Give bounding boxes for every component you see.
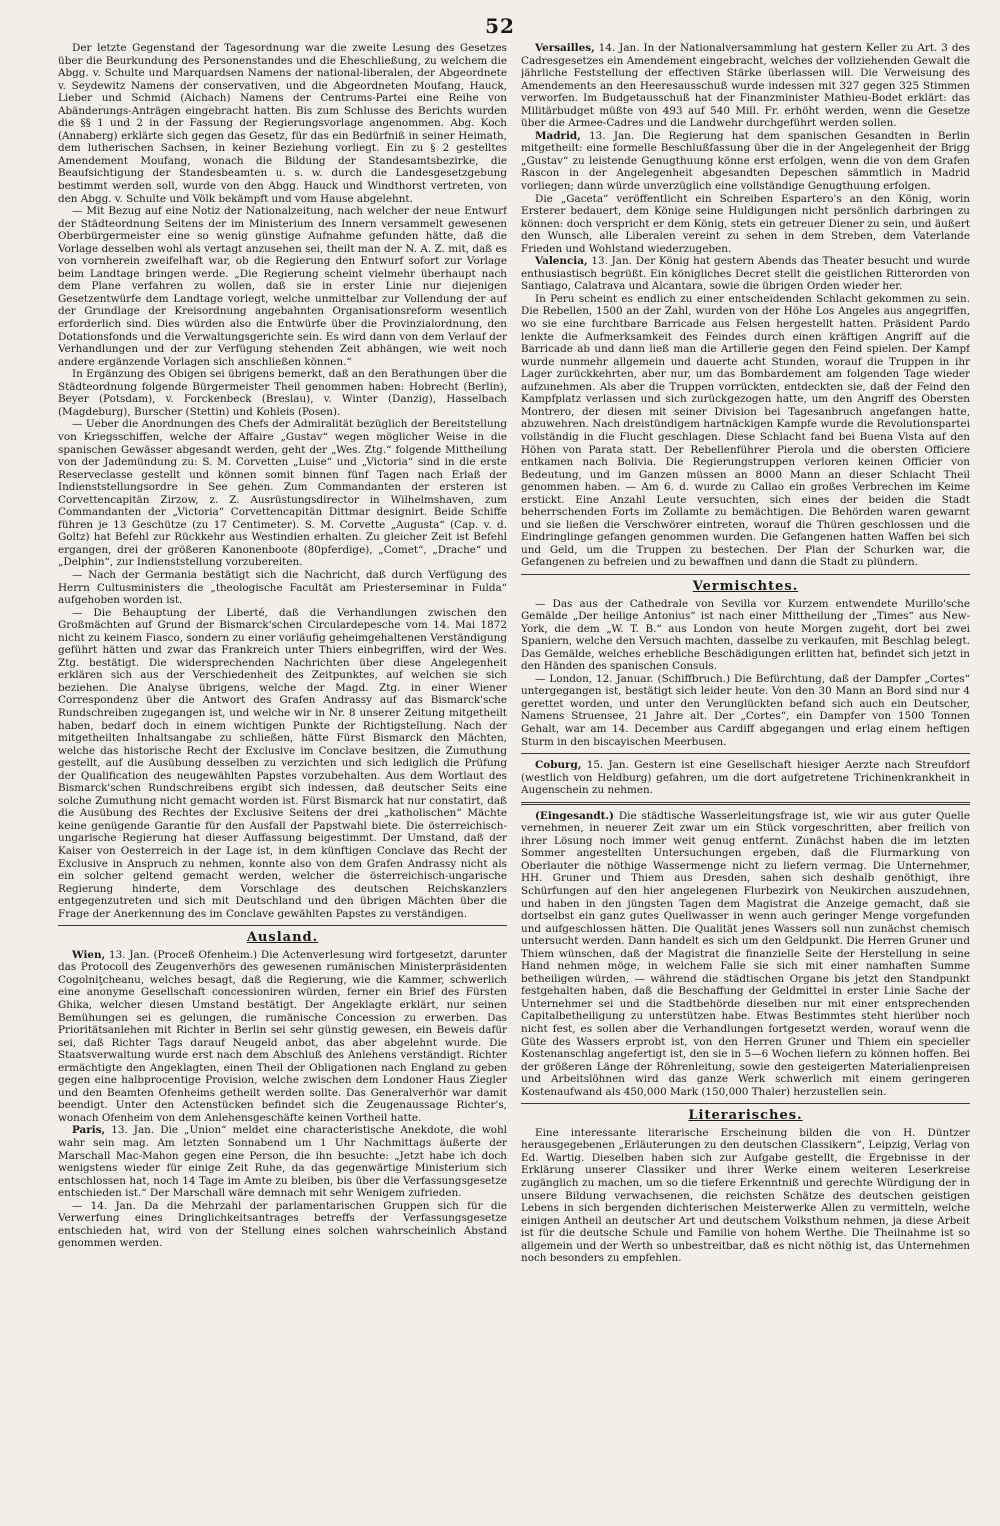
- dateline: Paris,: [72, 1124, 106, 1137]
- paragraph-text: Die „Gaceta“ veröffentlicht ein Schreiben Espartero's an den König, worin Ersterer bedauert, dem Könige seine Huldigungen nicht persönlich darbringen zu können: doch verspricht er dem König, stets ein getreuer Diener zu sein, und äußert den Wunsch, alle Liberalen vereint zu sehen in dem Streben, dem Vaterlande Frieden und Wohlstand wiederzugeben.: [521, 192, 970, 255]
- paragraph-text: — Die Behauptung der Liberté, daß die Verhandlungen zwischen den Großmächten auf Grund der Bismarck'schen Circulardepesche vom 14. Mai 1872 nicht zu keinem Fiasco, sondern zu einer vorläufig geheimgehaltenen Verständigung geführt hätten und zwar das Frankreich unter Thiers einbegriffen, wird der Wes. Ztg. bestätigt. Die widersprechenden Nachrichten über diese Angelegenheit erklären sich aus der Verschiedenheit des Zeitpunktes, auf welchen sie sich beziehen. Die Analyse übrigens, welche der Magd. Ztg. in einer Wiener Correspondenz über die Antwort des Grafen Andrassy auf das Bismarck'sche Rundschreiben zugegangen ist, und welche wir in Nr. 8 unserer Zeitung mitgetheilt haben, bedarf doch in einem wichtigen Punkte der Richtigstellung. Nach der mitgetheilten Inhaltsangabe zu schließen, hätte Fürst Bismarck den Mächten, welche das historische Recht der Exclusive im Conclave besitzen, die Zumuthung gestellt, auf die Ausübung desselben zu verzichten und sich lediglich die Prüfung der Qualification des neugewählten Papstes vorzubehalten. Aus dem Wortlaut des Bismarck'schen Rundschreibens ergibt sich indessen, daß deutscher Seits eine solche Zumuthung nicht gemacht worden ist. Fürst Bismarck hat nur constatirt, daß die Ausübung des Rechtes der Exclusive Seitens der drei „katholischen“ Mächte keine genügende Garantie für den Ausfall der Papstwahl biete. Die österreichisch-ungarische Regierung hat dieser Auffassung beigestimmt. Der Umstand, daß der Kaiser von Oesterreich in der Lage ist, in dem künftigen Conclave das Recht der Exclusive in Anspruch zu nehmen, konnte also von dem Grafen Andrassy nicht als ein solcher geltend gemacht werden, welcher die österreichisch-ungarische Regierung hinderte, dem Vorschlage des deutschen Reichskanzlers entgegenzutreten und sich mit Deutschland und den übrigen Mächten über die Frage der Anerkennung des im Conclave gewählten Papstes zu verständigen.: [58, 606, 507, 920]
- left-paragraph: [58, 607, 507, 921]
- paragraph-text: Eine interessante literarische Erscheinung bilden die von H. Düntzer herausgegebenen „Erläuterungen zu den deutschen Classikern“, Leipzig, Verlag von Ed. Wartig. Dieselben haben sich zur Aufgabe gestellt, die Ergebnisse in der Erklärung unserer Classiker und ihrer Werke einem weiteren Leserkreise zugänglich zu machen, um so die tiefere Erkenntniß und gerechte Würdigung der in unsere Bildung verwachsenen, die reichsten Schätze des deutschen geistigen Lebens in sich bergenden dichterischen Meisterwerke Allen zu vermitteln, welche einigen Antheil an deutscher Art und deutschem Volksthum nehmen, ja diese Arbeit ist für die deutsche Schule und Familie von hohem Werthe. Die Theilnahme ist so allgemein und der Werth so unbestreitbar, daß es nicht nöthig ist, das Unternehmen noch besonders zu empfehlen.: [521, 1126, 970, 1265]
- paragraph-text: 13. Jan. Der König hat gestern Abends das Theater besucht und wurde enthusiastisch begrüßt. Ein königliches Decret stellt die geistlichen Ritterorden von Santiago, Calatrava und Alcantara, sowie die übrigen Orden wieder her.: [521, 255, 970, 293]
- dateline: Coburg,: [535, 759, 582, 772]
- right-paragraph: [521, 673, 970, 748]
- paragraph-text: Die städtische Wasserleitungsfrage ist, wie wir aus guter Quelle vernehmen, in neuerer Zeit zwar um ein Stück vorgeschritten, aber freilich von ihrer Lösung noch immer weit genug entfernt. Zunächst haben die im letzten Sommer angestellten Untersuchungen ergeben, daß die Flurmarkung von Oberlauter die nöthige Wassermenge nicht zu liefern vermag. Die Unternehmer, HH. Gruner und Thiem aus Dresden, sahen sich deshalb genöthigt, ihre Schürfungen auf den hier angelegenen Flurbezirk von Neukirchen auszudehnen, und haben in den jüngsten Tagen dem Magistrat die Anzeige gemacht, daß sie dortselbst ein ganz gutes Quellwasser in wenn auch geringer Menge vorgefunden und aufgeschlossen hätten. Die Qualität jenes Wassers soll nun zunächst chemisch untersucht werden. Dann handelt es sich um den Geldpunkt. Die Herren Gruner und Thiem wünschen, daß der Magistrat die finanzielle Seite der Herstellung in seine Hand nehmen möge, in welchem Falle sie sich mit einer namhaften Summe betheiligen würden, — während die städtischen Organe bis jetzt den Standpunkt festgehalten haben, daß die Beschaffung der Geldmittel in erster Linie Sache der Unternehmer sei und die Stadtbehörde dieselben nur mit einer entsprechenden Capitalbetheiligung zu unterstützen habe. Etwas Bestimmtes steht hierüber noch nicht fest, es sollen aber die Verhandlungen fortgesetzt werden, worauf wenn die Güte des Wassers erprobt ist, von den Herren Gruner und Thiem ein specieller Kostenanschlag angefertigt ist, den sie in 5—6 Wochen liefern zu können hoffen. Bei der größeren Länge der Röhrenleitung, sowie den gesteigerten Materialienpreisen und Arbeitslöhnen wird das ganze Werk schwerlich mit einem geringeren Kostenaufwand als 450,000 Mark (150,000 Thaler) herzustellen sein.: [521, 809, 970, 1098]
- column-rule: [58, 925, 507, 926]
- paragraph-text: In Ergänzung des Obigen sei übrigens bemerkt, daß an den Berathungen über die Städteordnung folgende Bürgermeister Theil genommen haben: Hobrecht (Berlin), Beyer (Potsdam), v. Forckenbeck (Breslau), v. Winter (Danzig), Hasselbach (Magdeburg), Burscher (Stettin) und Kohleis (Posen).: [58, 368, 507, 418]
- dateline: (Eingesandt.): [535, 809, 614, 822]
- dateline: Madrid,: [535, 129, 581, 142]
- right-paragraph: [521, 293, 970, 569]
- paragraph-text: 13. Jan. (Proceß Ofenheim.) Die Actenverlesung wird fortgesetzt, darunter das Protocoll des Zeugenverhörs des gewesenen rumänischen Ministerpräsidenten Cogolniţcheanu, welches besagt, daß die Regierung, wie die Kammer, schwerlich eine anonyme Gesellschaft concessioniren würden, ferner ein Brief des Fürsten Ghika, welcher diesen Umstand bestätigt. Der Angeklagte erklärt, nur seinen Bemühungen sei es gelungen, die rumänische Concession zu erwerben. Das Prioritätsanlehen mit Richter in Berlin sei sehr günstig gewesen, ein Beweis dafür sei, daß Richter Tags darauf Neugeld anbot, das aber abgelehnt wurde. Die Staatsverwaltung wurde erst nach dem Abschluß des Anlehens verständigt. Richter ermächtigte den Angeklagten, einen Theil der Obligationen nach England zu geben gegen eine halbprocentige Provision, welche zwischen dem Londoner Haus Ziegler und den Beamten Ofenheims getheilt werden sollte. Das Generalverhör war damit beendigt. Unter den Actenstücken befindet sich die Zeugenaussage Richter's, wonach Ofenheim von dem Anlehensgeschäfte keinen Vortheil hatte.: [58, 948, 507, 1124]
- column-rule: [521, 574, 970, 575]
- section-heading: Ausland.: [246, 930, 319, 946]
- paragraph-text: — Nach der Germania bestätigt sich die Nachricht, daß durch Verfügung des Herrn Cultusministers die „theologische Facultät am Priesterseminar in Fulda“ aufgehoben worden ist.: [58, 568, 507, 607]
- left-paragraph: [58, 569, 507, 607]
- dateline: Versailles,: [535, 42, 595, 54]
- paragraph-text: 15. Jan. Gestern ist eine Gesellschaft hiesiger Aerzte nach Streufdorf (westlich von Heldburg) gefahren, um die dort aufgetretene Trichinenkrankheit in Augenschein zu nehmen.: [521, 759, 970, 797]
- column-rule: [521, 753, 970, 754]
- right-paragraph: [521, 598, 970, 673]
- left-paragraph: [58, 42, 507, 205]
- right-paragraph: [521, 255, 970, 293]
- left-paragraph: [58, 1124, 507, 1199]
- paragraph-text: — Das aus der Cathedrale von Sevilla vor Kurzem entwendete Murillo'sche Gemälde „Der heilige Antonius“ ist nach einer Mittheilung der „Times“ aus New-York, die dem „W. T. B.“ aus London von heute Morgen zugeht, dort bei zwei Spaniern, welche den Versuch machten, dasselbe zu verkaufen, mit Beschlag belegt. Das Gemälde, welches erhebliche Beschädigungen erlitten hat, befindet sich jetzt in den Händen des spanischen Consuls.: [521, 597, 970, 673]
- paragraph-text: Der letzte Gegenstand der Tagesordnung war die zweite Lesung des Gesetzes über die Beurkundung des Personenstandes und die Eheschließung, zu welchem die Abgg. v. Schulte und Marquardsen Namens der national-liberalen, der Abgeordnete v. Seydewitz Namens der conservativen, und die Abgeordneten Moufang, Hauck, Lieber und Schmid (Aichach) Namens der Centrums-Partei eine Reihe von Abänderungs-Anträgen eingebracht hatten. Bis zum Schlusse des Berichts wurden die §§ 1 und 2 in der Fassung der Regierungsvorlage angenommen. Abg. Koch (Annaberg) erklärte sich gegen das Gesetz, für das ein Bedürfniß in seiner Heimath, dem lutherischen Sachsen, in keiner Beziehung vorliegt. Ein zu § 2 gestelltes Amendement Moufang, wonach die Bildung der Standesamtsbezirke, die Beaufsichtigung der Standesbeamten u. s. w. durch die Landesgesetzgebung bestimmt werden soll, wurde von den Abgg. Hauck und Windthorst vertreten, von den Abgg. v. Schulte und Völk bekämpft und vom Hause abgelehnt.: [58, 42, 507, 205]
- left-paragraph: [58, 205, 507, 368]
- dateline: Wien,: [72, 948, 106, 961]
- right-paragraph: [521, 193, 970, 256]
- paragraph-text: In Peru scheint es endlich zu einer entscheidenden Schlacht gekommen zu sein. Die Rebellen, 1500 an der Zahl, wurden von der Höhe Los Angeles aus angegriffen, wo sie eine furchtbare Barricade aus Felsen hergestellt hatten. Präsident Pardo lenkte die Aufmerksamkeit des Feindes durch einen kräftigen Angriff auf die Barricade ab und dann ließ man die Artillerie gegen den Feind spielen. Der Kampf wurde nunmehr allgemein und dauerte acht Stunden, worauf die Truppen in ihr Lager zurückkehrten, aber nur, um das Bombardement am folgenden Tage wieder aufzunehmen. Als aber die Truppen vorrückten, entdeckten sie, daß der Feind den Kampfplatz verlassen und sich zurückgezogen hatte, um den Angriff des Obersten Montrero, der diesen mit seiner Division bei Tagesanbruch angefangen hatte, abzuwehren. Nach dreistündigem hartnäckigen Kampfe wurde die Revolutionspartei vollständig in die Flucht geschlagen. Diese Schlacht fand bei Buena Vista auf den Höhen von Parata statt. Der Rebellenführer Pierola und die obersten Officiere entkamen nach Bolivia. Die Regierungstruppen verloren keinen Officier von Bedeutung, und im Ganzen müssen an 8000 Mann an dieser Schlacht Theil genommen haben. — Am 6. d. wurde zu Callao ein großes Verbrechen im Keime erstickt. Eine Anzahl Leute versuchten, sich eines der beiden die Stadt beherrschenden Forts im Zollamte zu bemächtigen. Die Behörden waren gewarnt und sie ließen die Verschwörer eintreten, worauf die Thüren geschlossen und die Eindringlinge gefangen genommen wurden. Die Gefangenen hatten Waffen bei sich und Geld, um die Truppen zu bestechen. Der Plan der Schurken war, die Gefangenen zu befreien und zu bewaffnen und dann die Stadt zu plündern.: [521, 292, 970, 569]
- paragraph-text: — Ueber die Anordnungen des Chefs der Admiralität bezüglich der Bereitstellung von Kriegsschiffen, welche der Affaire „Gustav“ wegen möglicher Weise in die spanischen Gewässer abgesandt werden, geht der „Wes. Ztg.“ folgende Mittheilung von der Jademündung zu: S. M. Corvetten „Luise“ und „Victoria“ sind in die erste Reserveclasse gestellt und können somit binnen fünf Tagen nach Erlaß der Indienststellungsordre in See gehen. Zum Commandanten der ersteren ist Corvettencapitän Zirzow, z. Z. Ausrüstungsdirector in Wilhelmshaven, zum Commandanten der „Victoria“ Corvettencapitän Dittmar designirt. Beide Schiffe führen je 13 Geschütze (zu 17 Centimeter). S. M. Corvette „Augusta“ (Cap. v. d. Goltz) hat Befehl zur Rückkehr aus Westindien erhalten. Zu gleicher Zeit ist Befehl ergangen, drei der größeren Kanonenboote (80pferdige), „Comet“, „Drache“ und „Delphin“, zur Indienststellung vorzubereiten.: [58, 418, 507, 569]
- columns: [58, 42, 970, 1520]
- section-heading: Literarisches.: [688, 1108, 803, 1124]
- right-paragraph: [521, 42, 970, 130]
- column-rule: [521, 802, 970, 805]
- paragraph-text: 14. Jan. In der Nationalversammlung hat gestern Keller zu Art. 3 des Cadresgesetzes ein Amendement eingebracht, welches der vollziehenden Gewalt die jährliche Feststellung der effectiven Stärke überlassen will. Die Verweisung des Amendements an den Heeresausschuß wurde indessen mit 327 gegen 325 Stimmen verworfen. Im Budgetausschuß hat der Finanzminister Mathieu-Bodet erklärt: das Militärbudget müßte von 493 auf 540 Mill. Fr. erhöht werden, wenn die Gesetze über die Armee-Cadres und die Landwehr durchgeführt werden sollen.: [521, 42, 970, 130]
- right-column: [521, 42, 970, 1520]
- paragraph-text: 13. Jan. Die Regierung hat dem spanischen Gesandten in Berlin mitgetheilt: eine formelle Beschlußfassung über die in der Angelegenheit der Brigg „Gustav“ zu leistende Genugthuung könne erst erfolgen, wenn die von dem Grafen Rascon in der Angelegenheit abgesandten Depeschen sämmtlich in Madrid vorliegen; dann würde unverzüglich eine vollständige Genugthuung erfolgen.: [521, 129, 970, 193]
- right-paragraph: [521, 130, 970, 193]
- left-paragraph: [58, 949, 507, 1125]
- paragraph-text: — London, 12. Januar. (Schiffbruch.) Die Befürchtung, daß der Dampfer „Cortes“ untergegangen ist, bestätigt sich leider heute. Von den 30 Mann an Bord sind nur 4 gerettet worden, und unter den Verunglückten befand sich auch ein Deutscher, Namens Struensee, 21 Jahre alt. Der „Cortes“, ein Dampfer von 1500 Tonnen Gehalt, war am 14. December aus Cardiff abgegangen und erlag einem heftigen Sturm in den biscayischen Meerbusen.: [521, 672, 970, 748]
- column-rule: [521, 1103, 970, 1104]
- left-paragraph: [58, 418, 507, 569]
- dateline: Valencia,: [535, 255, 588, 268]
- paragraph-text: — Mit Bezug auf eine Notiz der Nationalzeitung, nach welcher der neue Entwurf der Städteordnung Seitens der im Ministerium des Innern versammelt gewesenen Oberbürgermeister eine so wenig günstige Aufnahme gefunden hätte, daß die Vorlage desselben wohl als vertagt anzusehen sei, theilt man der N. A. Z. mit, daß es von vornherein zweifelhaft war, ob die Regierung den Entwurf sofort zur Vorlage beim Landtage bringen werde. „Die Regierung scheint vielmehr überhaupt nach dem Plane verfahren zu wollen, daß sie in erster Linie nur diejenigen Gesetzentwürfe dem Landtage vorlegt, welche unmittelbar zur Vollendung der auf der Grundlage der Kreisordnung angebahnten Organisationsreform wesentlich erforderlich sind. Dies würden also die Entwürfe über die Provinzialordnung, den Dotationsfonds und die Verwaltungsgerichte sein. Es wird dann von dem Verlauf der Verhandlungen und der zur Verfügung stehenden Zeit abhängen, wie weit noch andere ergänzende Vorlagen sich anschließen können.“: [58, 205, 507, 368]
- right-paragraph: [521, 759, 970, 797]
- right-paragraph: [521, 1127, 970, 1265]
- left-column: [58, 42, 507, 1520]
- page-number: 52: [485, 14, 515, 38]
- section-heading: Vermischtes.: [692, 578, 799, 594]
- paragraph-text: 13. Jan. Die „Union“ meldet eine characteristische Anekdote, die wohl wahr sein mag. Am letzten Sonnabend um 1 Uhr Nachmittags äußerte der Marschall Mac-Mahon gegen eine Person, die ihn besuchte: „Jetzt habe ich doch wenigstens wieder für einige Zeit Ruhe, da das gegenwärtige Ministerium sich entschlossen hat, noch 14 Tage im Amte zu bleiben, bis über die Verfassungsgesetze entschieden ist.“ Der Marschall wäre demnach mit sehr Wenigem zufrieden.: [58, 1124, 507, 1200]
- left-paragraph: [58, 368, 507, 418]
- left-paragraph: [58, 1200, 507, 1250]
- paragraph-text: — 14. Jan. Da die Mehrzahl der parlamentarischen Gruppen sich für die Verwerfung eines Dringlichkeitsantrages betreffs der Verfassungsgesetze entschieden hat, wird von der Stellung eines solchen wahrscheinlich Abstand genommen werden.: [58, 1199, 507, 1250]
- right-paragraph: [521, 810, 970, 1099]
